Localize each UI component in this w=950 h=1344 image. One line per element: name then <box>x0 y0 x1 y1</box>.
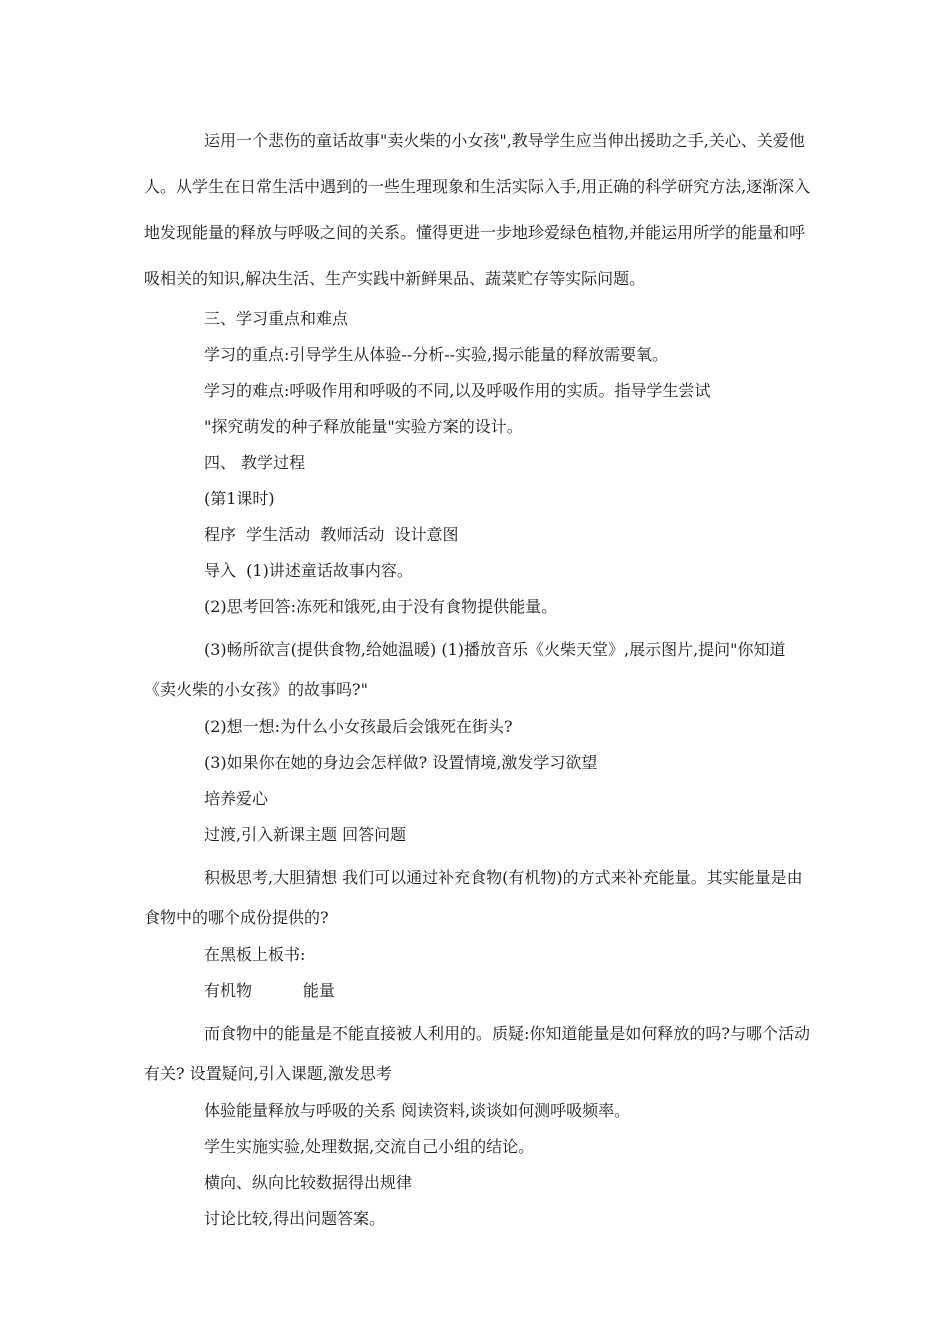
paragraph-experiment: 学生实施实验,处理数据,交流自己小组的结论。 <box>204 1137 535 1156</box>
paragraph-key-point: 学习的重点:引导学生从体验--分析--实验,揭示能量的释放需要氧。 <box>204 345 669 364</box>
paragraph-lesson-number: (第1课时) <box>204 489 275 508</box>
paragraph-blackboard: 在黑板上板书: <box>204 945 306 964</box>
paragraph-experience: 体验能量释放与呼吸的关系 阅读资料,谈谈如何测呼吸频率。 <box>204 1101 631 1120</box>
paragraph-intro-step-1: 导入 (1)讲述童话故事内容。 <box>204 561 413 580</box>
paragraph-blackboard-content: 有机物 能量 <box>204 981 335 1000</box>
paragraph-cultivate-love: 培养爱心 <box>204 789 269 808</box>
paragraph-intro: 运用一个悲伤的童话故事"卖火柴的小女孩",教导学生应当伸出援助之手,关心、关爱他人。从学生在日常生活中遇到的一些生理现象和生活实际入手,用正确的科学研究方法,逐渐深入地发现能量的释放与呼吸之间的关系。懂得更进一步地珍爱绿色植物,并能运用所学的能量和呼吸相关的知识,解决生活、生产实践中新鲜果品、蔬菜贮存等实际问题。 <box>144 131 811 288</box>
paragraph-step-2: (2)思考回答:冻死和饿死,由于没有食物提供能量。 <box>204 597 558 616</box>
paragraph-what-would-you-do: (3)如果你在她的身边会怎样做? 设置情境,激发学习欲望 <box>204 753 598 772</box>
table-header-row: 程序 学生活动 教师活动 设计意图 <box>204 525 459 544</box>
paragraph-difficulty: 学习的难点:呼吸作用和呼吸的不同,以及呼吸作用的实质。指导学生尝试 <box>204 381 711 400</box>
paragraph-difficulty-cont: "探究萌发的种子释放能量"实验方案的设计。 <box>204 417 523 436</box>
paragraph-think: (2)想一想:为什么小女孩最后会饿死在街头? <box>204 717 513 736</box>
paragraph-compare-data: 横向、纵向比较数据得出规律 <box>204 1173 413 1192</box>
paragraph-step-3: (3)畅所欲言(提供食物,给她温暖) (1)播放音乐《火柴天堂》,展示图片,提问"你知道《卖火柴的小女孩》的故事吗?" <box>144 640 786 699</box>
paragraph-question: 而食物中的能量是不能直接被人利用的。质疑:你知道能量是如何释放的吗?与哪个活动有关? 设置疑问,引入课题,激发思考 <box>144 1024 810 1083</box>
paragraph-guess: 积极思考,大胆猜想 我们可以通过补充食物(有机物)的方式来补充能量。其实能量是由食物中的哪个成份提供的? <box>144 868 803 927</box>
paragraph-transition: 过渡,引入新课主题 回答问题 <box>204 825 407 844</box>
section-heading-process: 四、 教学过程 <box>204 453 306 472</box>
paragraph-discuss: 讨论比较,得出问题答案。 <box>204 1209 386 1228</box>
section-heading-key-points: 三、学习重点和难点 <box>204 309 349 328</box>
document-body <box>144 118 812 1242</box>
